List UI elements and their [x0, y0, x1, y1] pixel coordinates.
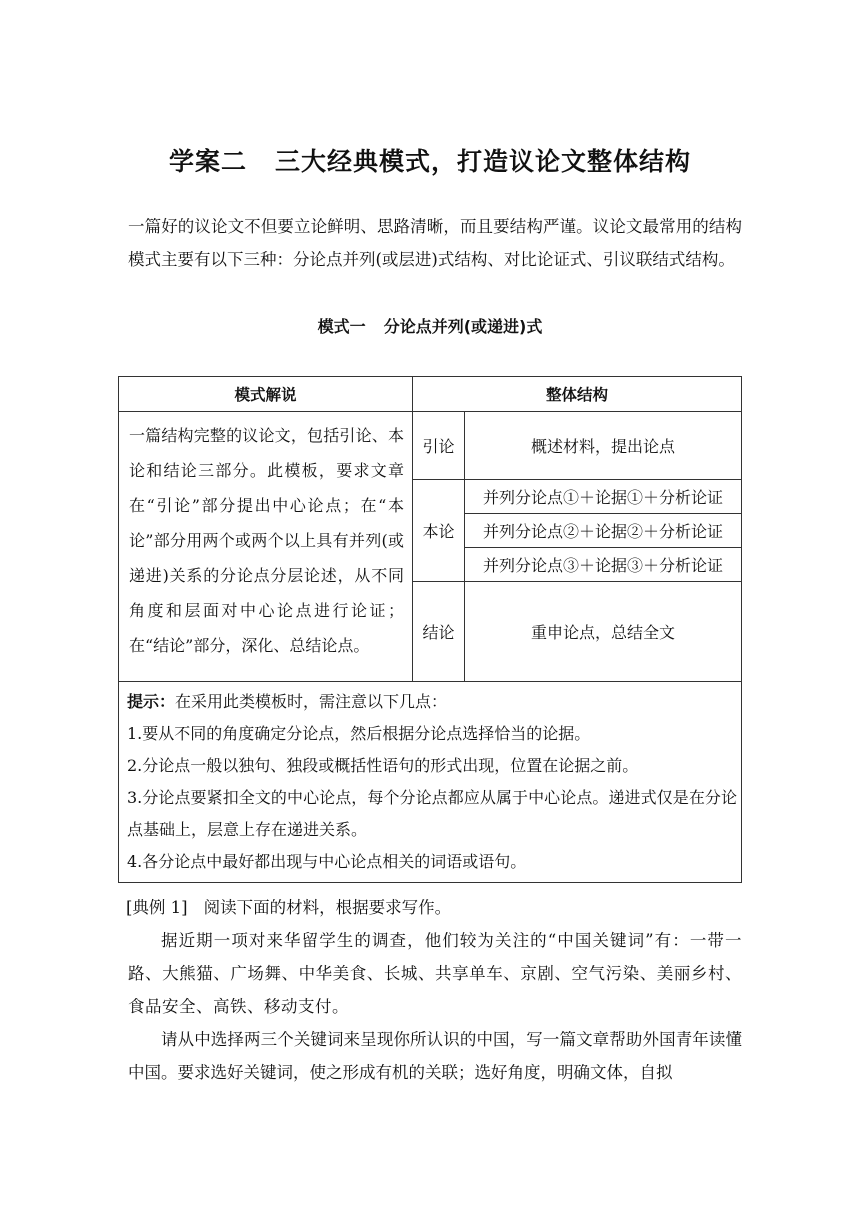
- title-part-1: 学案二: [168, 147, 247, 176]
- jielun-content: 重申论点，总结全文: [465, 582, 742, 682]
- subtitle-part-2: 分论点并列(或递进)式: [383, 317, 543, 336]
- tips-box: [119, 682, 742, 883]
- tip-item: 4.各分论点中最好都出现与中心论点相关的词语或语句。: [127, 852, 527, 871]
- section-label-yinlun: 引论: [413, 412, 465, 480]
- tips-heading: 提示：: [127, 692, 176, 711]
- yinlun-content: 概述材料，提出论点: [465, 412, 742, 480]
- mode-description: 一篇结构完整的议论文，包括引论、本论和结论三部分。此模板，要求文章在“引论”部分提出中心论点；在“本论”部分用两个或两个以上具有并列(或递进)关系的分论点分层论述，从不同角度和层面对中心论点进行论证；在“结论”部分，深化、总结论点。: [119, 412, 413, 682]
- mode-table: [118, 376, 742, 883]
- tip-item: 1.要从不同的角度确定分论点，然后根据分论点选择恰当的论据。: [127, 724, 591, 743]
- section-subtitle: [0, 314, 860, 337]
- tip-item: 3.分论点要紧扣全文的中心论点，每个分论点都应从属于中心论点。递进式仅是在分论点基础上，层意上存在递进关系。: [127, 788, 737, 839]
- tips-lead: 在采用此类模板时，需注意以下几点：: [175, 692, 448, 711]
- benlun-item: 并列分论点②＋论据②＋分析论证: [465, 514, 742, 548]
- subtitle-part-1: 模式一: [317, 317, 366, 336]
- example-heading-line: [128, 891, 742, 924]
- example-section: [128, 891, 742, 1089]
- tips-lead-line: [127, 686, 737, 718]
- example-material: 据近期一项对来华留学生的调查，他们较为关注的“中国关键词”有：一带一路、大熊猫、广场舞、中华美食、长城、共享单车、京剧、空气污染、美丽乡村、食品安全、高铁、移动支付。: [128, 931, 742, 1016]
- section-label-benlun: 本论: [413, 480, 465, 582]
- example-requirement: 请从中选择两三个关键词来呈现你所认识的中国，写一篇文章帮助外国青年读懂中国。要求选好关键词，使之形成有机的关联；选好角度，明确文体，自拟: [128, 1030, 742, 1082]
- intro-paragraph: 一篇好的议论文不但要立论鲜明、思路清晰，而且要结构严谨。议论文最常用的结构模式主要有以下三种：分论点并列(或层进)式结构、对比论证式、引议联结式结构。: [128, 217, 742, 269]
- example-tag: [典例 1]: [126, 898, 188, 917]
- page-title: [0, 142, 860, 178]
- header-mode-explanation: 模式解说: [119, 377, 413, 412]
- section-label-jielun: 结论: [413, 582, 465, 682]
- tip-item: 2.分论点一般以独句、独段或概括性语句的形式出现，位置在论据之前。: [127, 756, 639, 775]
- benlun-item: 并列分论点③＋论据③＋分析论证: [465, 548, 742, 582]
- title-part-2: 三大经典模式，打造议论文整体结构: [275, 147, 692, 176]
- header-overall-structure: 整体结构: [413, 377, 742, 412]
- example-instruction: 阅读下面的材料，根据要求写作。: [203, 898, 452, 917]
- benlun-item: 并列分论点①＋论据①＋分析论证: [465, 480, 742, 514]
